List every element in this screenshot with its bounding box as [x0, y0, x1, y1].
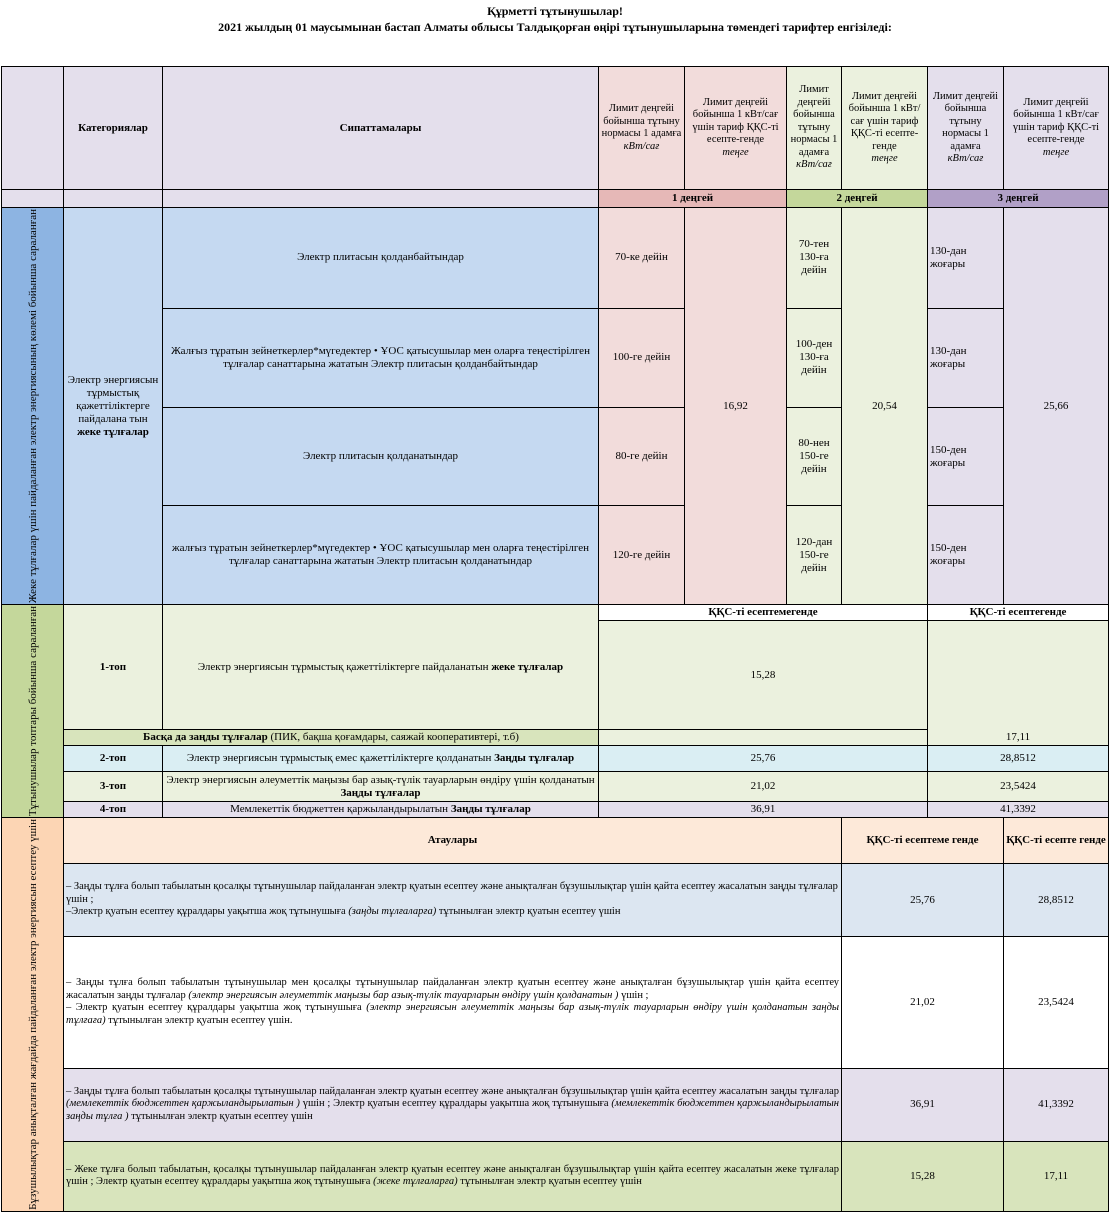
section1-desc: Жалғыз тұратын зейнеткерлер*мүгедектер • ҰОС қатысушылар мен оларға теңестірілген тұлғалар санаттарына жататын Электр плитасын қолданбайтындар [163, 308, 599, 407]
section1-level1-norm: 100-ге дейін [599, 308, 685, 407]
group-vat: 28,8512 [928, 746, 1109, 772]
group-desc: Электр энергиясын әлеуметтік маңызы бар азық-түлік тауарларын өндіру үшін қолданатын Заңды тұлғалар [163, 772, 599, 802]
tariff-table [1, 66, 1109, 1212]
section1-level3-norm: 130-дан жоғары [928, 308, 1004, 407]
header-descriptions: Сипаттамалары [163, 67, 599, 190]
section2-side-label: Тұтынушылар топтары бойынша сараланған [2, 605, 64, 818]
section1-level2-norm: 70-тен 130-ға дейін [787, 208, 842, 309]
violation-vat: 41,3392 [1004, 1068, 1109, 1141]
group-name: 3-топ [64, 772, 163, 802]
section1-level1-norm: 70-ке дейін [599, 208, 685, 309]
group-vat: 41,3392 [928, 802, 1109, 818]
table-row [2, 605, 1109, 621]
table-header-row [2, 67, 1109, 190]
greeting: Құрметті тұтынушылар! [487, 4, 623, 18]
header-categories: Категориялар [64, 67, 163, 190]
header-level3-limit: Лимит деңгейі бойынша тұтыну нормасы 1 адамға кВт/сағ [928, 67, 1004, 190]
group-vat: 23,5424 [928, 772, 1109, 802]
table-row [2, 506, 1109, 605]
section1-level3-norm: 150-ден жоғары [928, 407, 1004, 506]
group-no-vat: 36,91 [599, 802, 928, 818]
section1-desc: жалғыз тұратын зейнеткерлер*мүгедектер • ҰОС қатысушылар мен оларға теңестірілген тұлғалар санаттарына жататын Электр плитасын қолданатындар [163, 506, 599, 605]
section3-col-no-vat: ҚҚС-ті есептеме генде [842, 818, 1004, 864]
violation-desc: – Заңды тұлға болып табылатын қосалқы тұтынушылар пайдаланған электр қуатын есептеу және анықталған бұзушылықтар үшін қайта есептеу жасалатын заңды тұлғалар үшін ; –Электр қуатын есептеу құралдары уақытша жоқ тұтынушыға (заңды тұлғаларға) тұтынылған электр қуатын есептеу үшін [64, 864, 842, 937]
section1-level3-norm: 150-ден жоғары [928, 506, 1004, 605]
violation-no-vat: 21,02 [842, 937, 1004, 1068]
violation-no-vat: 25,76 [842, 864, 1004, 937]
section1-desc: Электр плитасын қолданатындар [163, 407, 599, 506]
section1-level2-norm: 120-дан 150-ге дейін [787, 506, 842, 605]
section3-col-vat: ҚҚС-ті есепте генде [1004, 818, 1109, 864]
group-desc: Мемлекеттік бюджеттен қаржыландырылатын Заңды тұлғалар [163, 802, 599, 818]
violation-vat: 17,11 [1004, 1141, 1109, 1211]
header-corner [2, 67, 64, 190]
table-row [2, 937, 1109, 1068]
table-row [2, 407, 1109, 506]
group-name: 4-топ [64, 802, 163, 818]
header-level2-limit: Лимит деңгейі бойынша тұтыну нормасы 1 адамға кВт/сағ [787, 67, 842, 190]
announcement: 2021 жылдың 01 маусымынан бастап Алматы облысы Талдықорған өңірі тұтынушыларына төмендегі тарифтер енгізіледі: [218, 20, 892, 34]
section1-level1-norm: 80-ге дейін [599, 407, 685, 506]
section3-col-names: Атаулары [64, 818, 842, 864]
violation-no-vat: 36,91 [842, 1068, 1004, 1141]
group-name: 2-топ [64, 746, 163, 772]
section1-tariff3: 25,66 [1004, 208, 1109, 605]
violation-vat: 23,5424 [1004, 937, 1109, 1068]
table-row [2, 208, 1109, 309]
table-row [2, 818, 1109, 864]
header-level3-tariff: Лимит деңгейі бойынша 1 кВт/сағ үшін тариф ҚҚС-ті есепте-генде теңге [1004, 67, 1109, 190]
section1-side-label: Жеке тұлғалар үшін пайдаланған электр энергиясының көлемі бойынша сараланған [2, 208, 64, 605]
header-level1-limit: Лимит деңгейі бойынша тұтыну нормасы 1 адамға кВт/сағ [599, 67, 685, 190]
section1-level2-norm: 80-нен 150-ге дейін [787, 407, 842, 506]
table-row [2, 1141, 1109, 1211]
section1-tariff1: 16,92 [685, 208, 787, 605]
level2-label: 2 деңгей [787, 190, 928, 208]
table-row [2, 772, 1109, 802]
group-no-vat: 21,02 [599, 772, 928, 802]
table-row [2, 864, 1109, 937]
group-desc-other: Басқа да заңды тұлғалар (ПИК, бақша қоғамдары, саяжай кооперативтері, т.б) [64, 730, 599, 746]
section2-col-vat: ҚҚС-ті есептегенде [928, 605, 1109, 621]
table-row [2, 802, 1109, 818]
section1-level2-norm: 100-ден 130-ға дейін [787, 308, 842, 407]
group-desc: Электр энергиясын тұрмыстық қажеттіліктерге пайдаланатын жеке тұлғалар [163, 605, 599, 730]
violation-desc: – Заңды тұлға болып табылатын қосалқы тұтынушылар пайдаланған электр қуатын есептеу және анықталған бұзушылықтар үшін қайта есептеу жасалатын заңды тұлғалар (мемлекеттік бюджеттен қаржыландырылатын ) үшін ; Электр қуатын есептеу құралдары уақытша жоқ тұтынушыға (мемлекеттік бюджеттен қаржыландырылатын заңды тұлға ) тұтынылған электр қуатын есептеу үшін [64, 1068, 842, 1141]
section2-col-no-vat: ҚҚС-ті есептемегенде [599, 605, 928, 621]
section1-category: Электр энергиясын тұрмыстық қажеттіліктерге пайдалана тын жеке тұлғалар [64, 208, 163, 605]
group-vat: 17,11 [928, 621, 1109, 746]
violation-vat: 28,8512 [1004, 864, 1109, 937]
level3-label: 3 деңгей [928, 190, 1109, 208]
header-level1-tariff: Лимит деңгейі бойынша 1 кВт/сағ үшін тариф ҚҚС-ті есепте-генде теңге [685, 67, 787, 190]
section1-level3-norm: 130-дан жоғары [928, 208, 1004, 309]
section1-desc: Электр плитасын қолданбайтындар [163, 208, 599, 309]
group-desc: Электр энергиясын тұрмыстық емес қажеттіліктерге қолданатын Заңды тұлғалар [163, 746, 599, 772]
header-level2-tariff: Лимит деңгейі бойынша 1 кВт/сағ үшін тариф ҚҚС-ті есепте-генде теңге [842, 67, 928, 190]
table-row [2, 308, 1109, 407]
level-header-row [2, 190, 1109, 208]
group-name: 1-топ [64, 605, 163, 730]
violation-desc: – Заңды тұлға болып табылатын тұтынушылар мен қосалқы тұтынушылар пайдаланған электр қуатын есептеу және анықталған бұзушылықтар үшін қайта есептеу жасалатын заңды тұлғалар (электр энергиясын әлеуметтік маңызы бар азық-түлік тауарларын өндіру үшін қолданатын ) үшін ; – Электр қуатын есептеу құралдары уақытша жоқ тұтынушыға (электр энергиясын әлеуметтік маңызы бар азық-түлік тауарларын өндіру үшін қолданатын заңды тұлғаға) тұтынылған электр қуатын есептеу үшін. [64, 937, 842, 1068]
level1-label: 1 деңгей [599, 190, 787, 208]
table-row [2, 746, 1109, 772]
section1-level1-norm: 120-ге дейін [599, 506, 685, 605]
section3-side-label: Бұзушылықтар анықталған жағдайда пайдаланған электр энергиясын есептеу үшін [2, 818, 64, 1212]
table-row [2, 1068, 1109, 1141]
violation-desc: – Жеке тұлға болып табылатын, қосалқы тұтынушылар пайдаланған электр қуатын есептеу және анықталған бұзушылықтар үшін қайта есептеу жасалатын жеке тұлғалар үшін ; Электр қуатын есептеу құралдары уақытша жоқ тұтынушыға (жеке тұлғаларға) тұтынылған электр қуатын есептеу үшін [64, 1141, 842, 1211]
group-no-vat: 25,76 [599, 746, 928, 772]
section1-tariff2: 20,54 [842, 208, 928, 605]
group-no-vat: 15,28 [599, 621, 928, 730]
violation-no-vat: 15,28 [842, 1141, 1004, 1211]
